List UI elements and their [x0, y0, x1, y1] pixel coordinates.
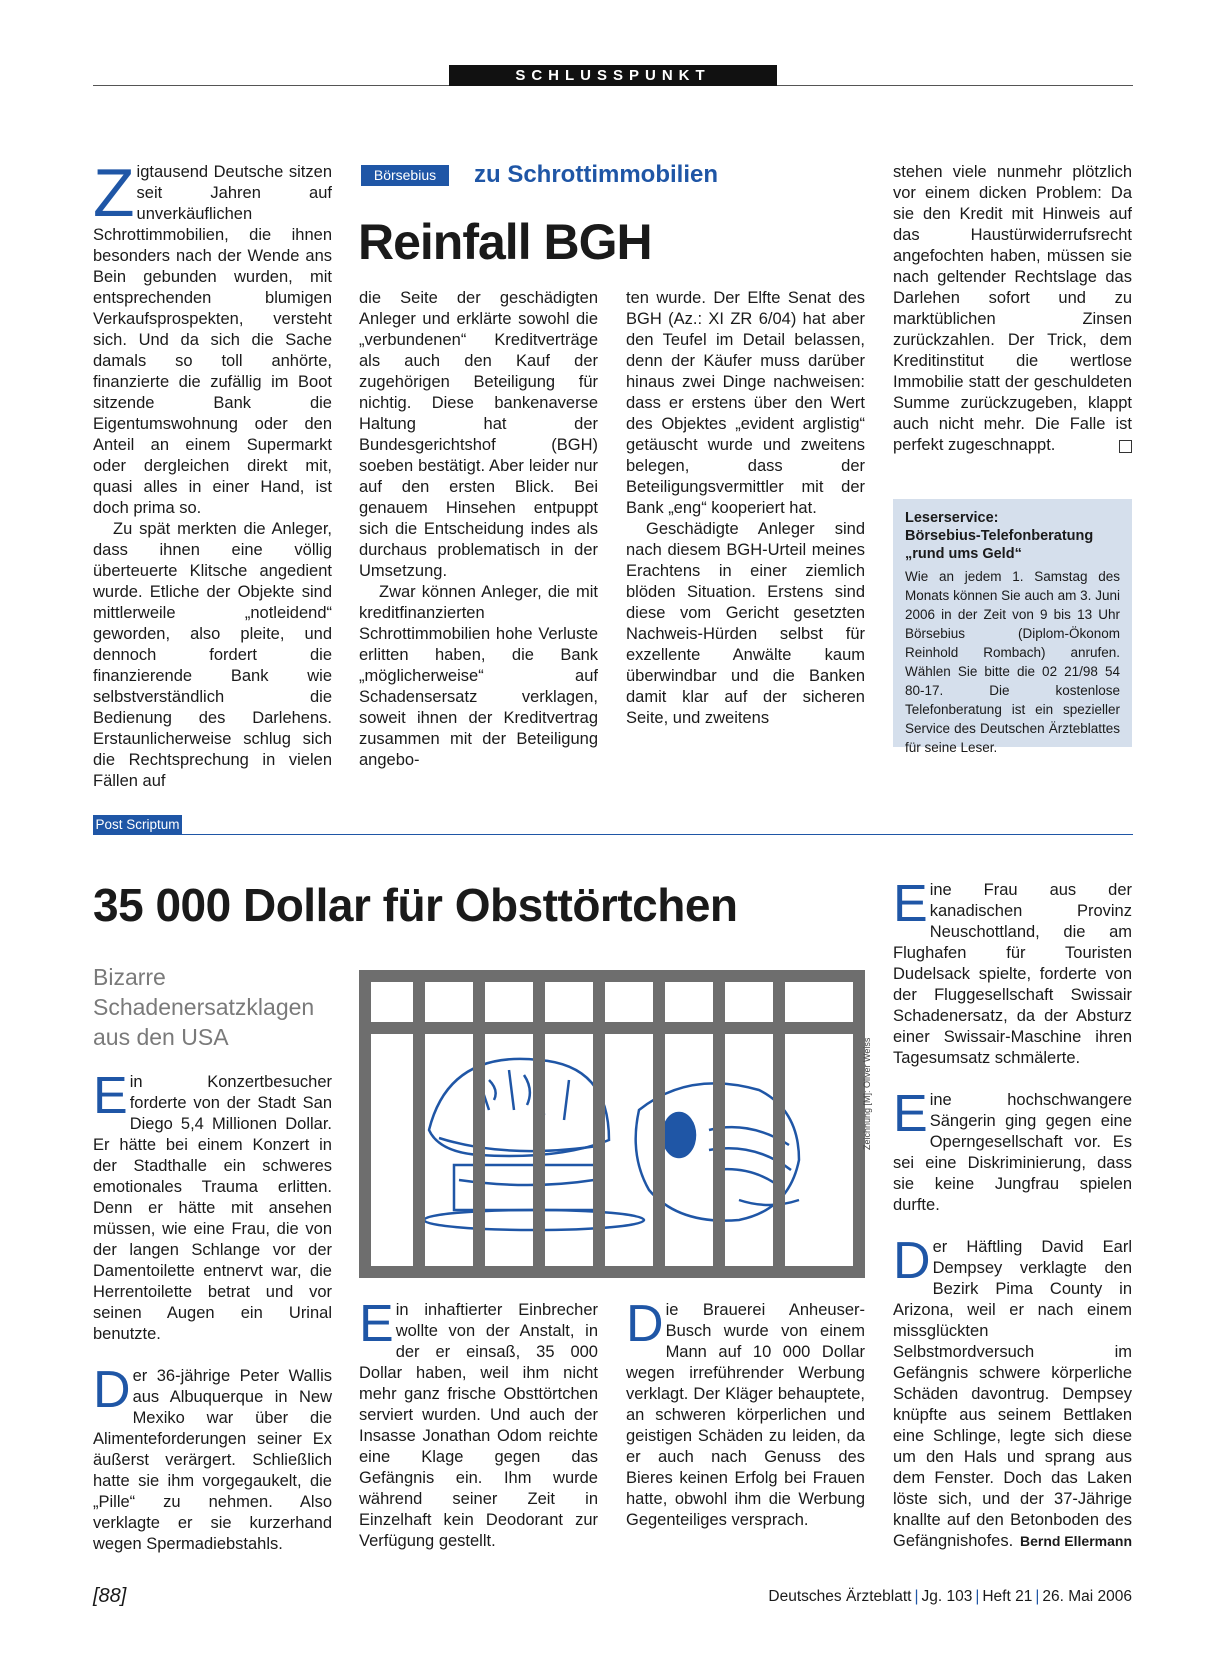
anecdote-paragraph: Der Häftling David Earl Dempsey verklagte den Bezirk Pima County in Arizona, weil er nach einem missglückten Selbstmordversuch im Gefängnis schwere körperliche Schäden davontrug. Dempsey knüpfte aus seinem Bettlaken eine Schlinge, legte sich diese um den Hals und sprang aus dem Fenster. Doch das Laken löste sich, und der 37-Jährige knallte auf den Betonboden des Gefängnishofes. Bernd Ellermann	[893, 1232, 1132, 1550]
top-article-column-1	[93, 155, 332, 792]
top-article-column-4	[893, 162, 1132, 456]
issue: Heft 21	[982, 1588, 1033, 1605]
top-article-paragraph: Zu spät merkten die Anleger, dass ihnen eine völlig überteuerte Klitsche angedient wurde. Etliche der Objekte sind mittlerweile „notleidend“ geworden, also pleite, und dennoch fordert die finanzierende Bank wie selbstverständlich die Bedienung des Darlehens. Erstaunlicherweise schlug sich die Rechtsprechung in vielen Fällen auf	[93, 520, 332, 790]
prison-cartoon-image	[359, 970, 865, 1278]
leserservice-heading: Börsebius-Telefonberatung	[905, 528, 1094, 544]
anecdote-paragraph: Eine Frau aus der kanadischen Provinz Neuschottland, die am Flughafen für Touristen Dudelsack spielte, forderte von der Fluggesellschaft Swissair Schadenersatz, da der Absturz einer Swissair-Maschine ihren Tagesumsatz schmälerte.	[893, 875, 1132, 1067]
anecdote-paragraph: Eine hochschwangere Sängerin ging gegen eine Operngesellschaft vor. Es sei eine Diskriminierung, dass sie keine Jungfrau spielen durfte.	[893, 1085, 1132, 1214]
bottom-article-subheadline: Bizarre Schadenersatzklagen aus den USA	[93, 964, 315, 1050]
leserservice-heading: Leserservice:	[905, 510, 999, 526]
top-article-paragraph: Geschädigte Anleger sind nach diesem BGH-Urteil meines Erachtens in einer ziemlich blöden Situation. Erstens sind diese vom Gericht gesetzten Nachweis-Hürden selbst für exzellente Anwälte kaum überwindbar und die Banken damit klar auf der sicheren Seite, und zweitens	[626, 520, 865, 727]
bottom-article-column-1	[93, 1067, 332, 1555]
top-article-headline: Reinfall BGH	[358, 214, 652, 270]
leserservice-box	[893, 499, 1132, 755]
top-article-column-2	[359, 288, 598, 771]
journal-name: Deutsches Ärzteblatt	[768, 1588, 912, 1605]
top-article-paragraph: igtausend Deutsche sitzen seit Jahren auf unverkäuflichen Schrottimmobilien, die ihnen besonders nach der Wende ans Bein gebunden wurden, mit entsprechenden blumigen Verkaufsprospekten, versteht sich. Und da sich die Sache damals so toll anhörte, finanzierte die zufällig im Boot sitzende Bank die Eigentumswohnung oder den Anteil an einem Supermarkt oder dergleichen direkt mit, quasi alles in einer Hand, ist doch prima so.	[93, 163, 332, 517]
footer-citation: Deutsches Ärzteblatt | Jg. 103 | Heft 21 | 26. Mai 2006	[768, 1588, 1132, 1605]
top-article-paragraph: Zwar können Anleger, die mit kreditfinanzierten Schrottimmobilien hohe Verluste erlitten haben, die Bank „möglicherweise“ auf Schadensersatz verklagen, soweit ihnen der Kreditvertrag zusammen mit der Beteiligung angebo-	[359, 583, 598, 769]
boersebius-tag: Börsebius	[361, 165, 449, 186]
anecdote-paragraph: Die Brauerei Anheuser-Busch wurde von einem Mann auf 10 000 Dollar wegen irreführender Werbung verklagt. Der Kläger behauptete, an schweren körperlichen und geistigen Schäden zu leiden, da er auch nach Genuss des Bieres keinen Erfolg bei Frauen hatte, obwohl ihm die Werbung Gegenteiliges versprach.	[626, 1295, 865, 1529]
bottom-article-column-2	[359, 1295, 598, 1552]
anecdote-paragraph: Ein Konzertbesucher forderte von der Stadt San Diego 5,4 Millionen Dollar. Er hätte bei einem Konzert in der Stadthalle ein schweres emotionales Trauma erlitten. Denn er hätte mit ansehen müssen, wie eine Frau, die von der langen Schlange vor der Damentoilette entnervt war, die Herrentoilette betrat und vor seinen Augen ein Urinal benutzte.	[93, 1067, 332, 1343]
top-article-paragraph: die Seite der geschädigten Anleger und erklärte sowohl die „verbundenen“ Kreditverträge als auch den Kauf der zugehörigen Beteiligung für nichtig. Diese bankenaverse Haltung hat der Bundesgerichtshof (BGH) soeben bestätigt. Aber leider nur auf den ersten Blick. Bei genauem Hinsehen entpuppt sich die Entscheidung indes als durchaus problematisch in der Umsetzung.	[359, 289, 598, 580]
bottom-article-column-3	[626, 1295, 865, 1531]
bottom-article-headline: 35 000 Dollar für Obsttörtchen	[93, 879, 738, 931]
image-credit: Zeichnung [M]: Oliver Weiss	[862, 1037, 872, 1150]
top-article-paragraph: ten wurde. Der Elfte Senat des BGH (Az.: XI ZR 6/04) hat aber den Teufel im Detail belassen, denn der Käufer muss darüber hinaus zwei Dinge nachweisen: dass er erstens über den Wert des Objektes „evident arglistig“ getäuscht wurde und zweitens belegen, dass der Beteiligungsvermittler mit der Bank „eng“ kooperiert hat.	[626, 289, 865, 517]
volume: Jg. 103	[921, 1588, 973, 1605]
post-scriptum-tag: Post Scriptum	[93, 815, 182, 834]
bottom-article-column-4	[893, 875, 1132, 1552]
page-number: [88]	[93, 1585, 127, 1607]
author-name: Bernd Ellermann	[1019, 1533, 1132, 1549]
post-scriptum-rule	[93, 834, 1133, 835]
section-label: SCHLUSSPUNKT	[449, 65, 777, 86]
top-article-paragraph: stehen viele nunmehr plötzlich vor einem dicken Problem: Da sie den Kredit mit Hinweis auf das Haustürwiderrufsrecht angefochten haben, müssen sie nach geltender Rechtslage das Darlehen sofort und zu marktüblichen Zinsen zurückzahlen. Der Trick, dem Kreditinstitut die wertlose Immobilie statt der geschuldeten Summe zurückzugeben, klappt auch nicht mehr. Die Falle ist perfekt zugeschnappt.	[893, 163, 1132, 454]
anecdote-paragraph: Der 36-jährige Peter Wallis aus Albuquerque in New Mexiko war über die Alimenteforderungen seiner Ex äußerst verärgert. Schließlich hatte sie ihm vorgegaukelt, die „Pille“ zu nehmen. Also verklagte er sie kurzerhand wegen Spermadiebstahls.	[93, 1361, 332, 1553]
top-article-subtitle: zu Schrottimmobilien	[474, 161, 719, 188]
leserservice-heading: „rund ums Geld“	[905, 546, 1022, 562]
dropcap-z: Z	[93, 155, 135, 231]
issue-date: 26. Mai 2006	[1042, 1588, 1132, 1605]
anecdote-paragraph: Ein inhaftierter Einbrecher wollte von der Anstalt, in der er einsaß, 35 000 Dollar haben, weil ihm nicht mehr ganz frische Obsttörtchen serviert wurden. Und auch der Insasse Jonathan Odom reichte eine Klage gegen das Gefängnis ein. Ihm wurde während seiner Zeit in Einzelhaft kein Deodorant zur Verfügung gestellt.	[359, 1295, 598, 1550]
leserservice-body: Wie an jedem 1. Samstag des Monats können Sie auch am 3. Juni 2006 in der Zeit von 9 bis 13 Uhr Börsebius (Diplom-Ökonom Reinhold Rombach) anrufen. Wählen Sie bitte die 02 21/98 54 80-17. Die kostenlose Telefonberatung ist ein spezieller Service des Deutschen Ärzteblattes für seine Leser.	[905, 569, 1120, 755]
top-article-column-3	[626, 288, 865, 729]
end-mark-icon	[1119, 440, 1132, 453]
